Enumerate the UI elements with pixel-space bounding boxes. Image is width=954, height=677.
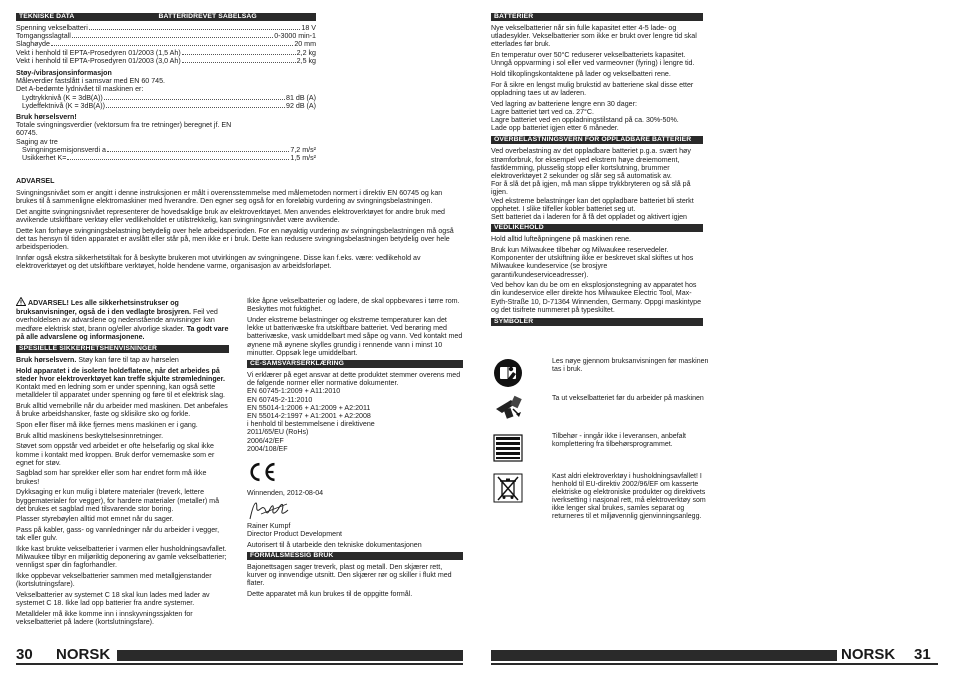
ce-norm: EN 60745-1:2009 + A11:2010	[247, 387, 341, 396]
ce-norms	[247, 387, 463, 420]
safety-p5: Bruk alltid maskinens beskyttelsesinnretninger.	[16, 431, 164, 440]
advarsel-title: ADVARSEL	[16, 177, 55, 185]
noise-row	[16, 94, 316, 102]
ce-date: Winnenden, 2012-08-04	[247, 489, 324, 498]
ce-intro: Vi erklærer på eget ansvar at dette produktet stemmer overens med de følgende normer eller normative dokumenter.	[247, 370, 461, 388]
vibration-row	[16, 154, 316, 162]
maintenance-p3: Ved behov kan du be om en eksplosjonstegning av apparatet hos din kundeservice eller direkte hos Milwaukee Electric Tool, Max-Eyth-Straße 10, D-71364 Winnenden, Germany. Oppgi maskintype og det tisifrete nummeret på typeskiltet.	[491, 281, 702, 314]
vibration-leader	[67, 159, 289, 160]
tech-data-row	[16, 32, 316, 40]
tech-data-label: Tomgangsslagtall	[16, 32, 71, 41]
battery-p1: Nye vekselbatterier når sin fulle kapasitet etter 4-5 lade- og utladesykler. Vekselbatterier som ikke er brukt over lengre tid skal etterlades før bruk.	[491, 24, 697, 49]
signer-role: Director Product Development	[247, 530, 343, 539]
tech-data-leader	[89, 29, 301, 30]
battery-p5: Ved lagring av batteriene lengre enn 30 dager: Lagre batteriet tørt ved ca. 27°C. Lagre batteriet ved en oppladningstilstand på ca. 30%-50%. Lade opp batteriet igjen etter 6 måneder.	[491, 99, 679, 133]
ce-directive: 2006/42/EF	[247, 436, 284, 445]
safety-p11: Ikke kast brukte vekselbatterier i varmen eller husholdningsavfallet. Milwaukee tilbyr en miljøriktig deponering av gamle vekselbatterier; vennligst spør din fagforhandler.	[16, 545, 227, 570]
ce-directives	[247, 428, 463, 453]
usage-header: FORMÅLSMESSIG BRUK	[247, 552, 463, 560]
warning-triangle-icon	[16, 297, 26, 308]
overload-p3: Ved ekstreme belastninger kan det oppladbare batteriet bli sterkt opphetet. I slike tilfeller kobler batteriet seg ut.	[491, 196, 694, 213]
battery-p3: Hold tilkoplingskontaktene på lader og vekselbatteri rene.	[491, 70, 671, 79]
tech-data-rows	[16, 24, 316, 65]
page-number-left: 30	[16, 646, 33, 663]
safety-p12: Ikke oppbevar vekselbatterier sammen med metallgjenstander (kortslutningsfare).	[16, 572, 212, 589]
tech-data-row	[16, 49, 316, 57]
tech-data-value: 0-3000 min-1	[274, 32, 316, 41]
advarsel-p1: Svingningsnivået som er angitt i denne instruksjonen er målt i overensstemmelse med målemetoden normert i direktiv EN 60745 og kan brukes til å sammenligne elektromaskiner med hverandre. Den egner seg også for en foreløbig vurdering av svingningsbelastningen.	[16, 189, 443, 206]
language-left: NORSK	[56, 646, 111, 663]
tech-data-label: Spenning vekselbatteri	[16, 24, 88, 32]
battery-p4: For å sikre en lengst mulig brukstid av batteriene skal disse etter oppladning taes ut av laderen.	[491, 80, 694, 97]
noise-row	[16, 102, 316, 110]
signature-icon	[247, 500, 463, 522]
tech-data-label: Vekt i henhold til EPTA-Prosedyren 01/2003 (1,5 Ah)	[16, 48, 181, 57]
left-column-1	[16, 297, 229, 629]
maintenance-p2: Bruk kun Milwaukee tilbehør og Milwaukee reservedeler. Komponenter der utskiftning ikke er beskrevet skal skiftes ut hos Milwaukee kundeservice (se brosjyre garanti/kundeserviceadresser).	[491, 245, 694, 279]
safety-p8: Dykksaging er kun mulig i bløtere materialer (treverk, lettere byggematerialer for vegger), for hardere materialer (metaller) må det brukes et sagblad med tilsvarende stor boring.	[16, 488, 220, 513]
language-right: NORSK	[841, 646, 896, 663]
tech-data-leader	[182, 62, 296, 63]
authorized-text: Autorisert til å utarbeide den tekniske dokumentasjonen	[247, 540, 422, 549]
tech-data-value: 18 V	[301, 24, 316, 32]
signer-name: Rainer Kumpf	[247, 521, 291, 530]
ce-norm: EN 55014-1:2006 + A1:2009 + A2:2011	[247, 403, 371, 412]
tech-data-leader	[182, 54, 296, 55]
symbols-header: SYMBOLER	[491, 318, 703, 326]
crossed-bin-icon	[493, 473, 523, 503]
ce-norm: EN 60745-2-11:2010	[247, 395, 313, 404]
footer-bar-right	[491, 650, 837, 661]
safety-p9: Plasser styrebøylen alltid mot emnet når du sager.	[16, 515, 174, 524]
noise-value: 92 dB (A)	[286, 101, 316, 110]
maintenance-p1: Hold alltid lufteåpningene på maskinen rene.	[491, 235, 631, 244]
safety-p7: Sagblad som har sprekker eller som har endret form må ikke brukes!	[16, 469, 207, 486]
noise-rows	[16, 94, 316, 110]
ce-directives-intro: i henhold til bestemmelsene i direktivene	[247, 420, 375, 429]
overload-p2: For å slå det på igjen, må man slippe trykkbryteren og så slå på igjen.	[491, 180, 691, 197]
footer-bar-left	[117, 650, 463, 661]
safety-p3: Bruk alltid vernebrille når du arbeider med maskinen. Det anbefales å bruke arbeidshansker, faste og sklisikre sko og forkle.	[16, 402, 228, 419]
accessory-icon	[493, 433, 523, 463]
safety-p13: Vekselbatterier av systemet C 18 skal kun lades med lader av systemet C 18. Ikke lad opp batterier fra andre systemer.	[16, 591, 210, 608]
vibration-row	[16, 146, 316, 154]
overload-p4: Sett batteriet da i laderen for å få det oppladet og aktivert igjen	[491, 213, 687, 222]
tech-data-row	[16, 24, 316, 32]
vibration-label: Usikkerhet K=	[22, 154, 67, 163]
ce-directive: 2004/108/EF	[247, 444, 288, 453]
noise-leader	[106, 107, 285, 108]
tech-data-label: Vekt i henhold til EPTA-Prosedyren 01/2003 (3,0 Ah)	[16, 56, 181, 65]
symbol-row-accessory	[493, 433, 713, 463]
vibration-leader	[107, 151, 289, 152]
tech-data-row	[16, 40, 316, 48]
safety-p4: Spon eller fliser må ikke fjernes mens maskinen er i gang.	[16, 420, 198, 429]
page-number-right: 31	[914, 646, 931, 663]
tech-data-section	[16, 13, 316, 162]
tech-data-header: TEKNISKE DATA BATTERIDREVET SABELSAG	[16, 13, 316, 21]
ce-header: CE-SAMSVARSERKLÆRING	[247, 360, 463, 368]
overload-header: OVERBELASTNINGSVERN FOR OPPLADBARE BATTERIER	[491, 136, 703, 144]
vibration-value: 7,2 m/s²	[290, 145, 316, 154]
vibration-label: Svingningsemisjonsverdi a	[22, 145, 106, 154]
vibration-sub: Saging av tre	[16, 137, 58, 146]
safety-p14: Metalldeler må ikke komme inn i innskyvningssjakten for vekselbatteriet på ladere (kortslutningsfare).	[16, 610, 193, 627]
symbol-text-manual: Les nøye gjennom bruksanvisningen før maskinen tas i bruk.	[552, 358, 709, 373]
usage-p1: Bajonettsagen sager treverk, plast og metall. Den skjærer rett, kurver og innvendige utsnitt. Den skjærer rør og skiller i flukt med flater.	[247, 562, 452, 588]
footer-rule-right	[491, 663, 938, 665]
overload-p1: Ved overbelastning av det oppladbare batteriet p.g.a. svært høy strømforbruk, for eksempel ved ekstrem høye dreiemoment, fastklemming, plusselig stopp eller kortslutning, brummer elektroverktøyet 2 sekunder og slår seg så automatisk av.	[491, 147, 691, 181]
noise-label: Lydeffektnivå (K = 3dB(A))	[22, 101, 105, 110]
right-column	[491, 13, 703, 329]
advarsel-p2: Det angitte svingningsnivået representerer de hovedsaklige bruk av elektroverktøyet. Men anvendes elektroverktøyet for andre bruk med avvikende utskiftbare verktøy eller vedlikeholdet er utilstrekkelig, kan svingningsnivået være avvikende.	[16, 208, 445, 225]
advarsel-section	[16, 177, 464, 273]
symbol-text-disposal: Kast aldri elektroverktøy i husholdningsavfallet! I henhold til EU-direktiv 2002/96/EF om kasserte elektriske og elektroniske produkter og direktivets iverksetting i nasjonal rett, må elektroverktøy som ikke lenger skal brukes, samles separat og returneres til et miljøvennlig gjenvinningsanlegg.	[552, 473, 706, 520]
symbol-text-battery: Ta ut vekselbatteriet før du arbeider på maskinen	[552, 395, 704, 402]
battery-header: BATTERIER	[491, 13, 703, 21]
battery-p2: En temperatur over 50°C reduserer vekselbatteriets kapasitet. Unngå oppvarming i sol eller ved varmeovner (fyring) i lengre tid.	[491, 51, 695, 68]
noise-value: 81 dB (A)	[286, 93, 316, 102]
tech-data-leader	[51, 45, 293, 46]
footer-rule-left	[16, 663, 463, 665]
safety-p1: Bruk hørselsvern. Støy kan føre til tap av hørselen	[16, 356, 179, 365]
right-page	[477, 0, 954, 677]
tech-data-row	[16, 57, 316, 65]
safety-p6: Støvet som oppstår ved arbeidet er ofte helsefarlig og skal ikke komme i kontakt med kroppen. Bruk derfor vernemaske som er egnet for støv.	[16, 442, 215, 467]
vibration-rows	[16, 146, 316, 162]
tech-data-label: Slaghøyde	[16, 40, 50, 49]
col2-p1: Ikke åpne vekselbatterier og ladere, de skal oppbevares i tørre rom. Beskyttes mot fuktighet.	[247, 297, 460, 314]
advarsel-p3: Dette kan forhøye svingningsbelastning betydelig over hele arbeidsperioden. For en nøyaktig vurdering av svingningsbelastningen må også det tas hensyn til tiden apparatet er avslått eller står på, men ikke er i bruk. Dette kan redusere svingningsbelastningen betydelig over hele arbeidsperioden.	[16, 227, 454, 252]
noise-leader	[104, 99, 285, 100]
vibration-value: 1,5 m/s²	[290, 154, 316, 163]
usage-p2: Dette apparatet må kun brukes til de oppgitte formål.	[247, 590, 413, 599]
vibration-intro: Totale svingningsverdier (vektorsum fra tre retninger) beregnet jf. EN 60745.	[16, 121, 232, 138]
noise-intro: Måleverdier fastslått i samsvar med EN 60 745.	[16, 77, 166, 86]
safety-p10: Pass på kabler, gass- og vannledninger når du arbeider i vegger, tak eller gulv.	[16, 526, 220, 543]
read-manual-icon	[493, 358, 523, 388]
ce-mark-icon	[247, 461, 463, 485]
safety-header: SPESIELLE SIKKERHETSHENVISNINGER	[16, 345, 229, 353]
noise-label: Lydtrykknivå (K = 3dB(A))	[22, 93, 103, 102]
ce-directive: 2011/65/EU (RoHs)	[247, 428, 309, 437]
symbol-row-battery	[493, 395, 713, 425]
noise-title: Støy-/vibrasjonsinformasjon	[16, 69, 112, 78]
tech-data-value: 2,2 kg	[296, 48, 316, 57]
left-column-2	[247, 297, 463, 601]
tech-data-value: 2,5 kg	[296, 56, 316, 65]
warning-box: ADVARSEL! Les alle sikkerhetsinstrukser og bruksanvisninger, også de i den vedlagte brosjyren. Feil ved overholdelsen av advarslene og nedenstående anvisninger kan medføre elektrisk støt, brann og/eller alvorlige skader. Ta godt vare på alle advarslene og informasjonene.	[16, 299, 229, 341]
ear-protection-title: Bruk hørselsvern!	[16, 113, 77, 122]
safety-p2: Hold apparatet i de isolerte holdeflatene, når det arbeides på steder hvor elektroverktøyet kan treffe skjulte strømledninger. Kontakt med en ledning som er under spenning, kan også sette metalldeler til apparatet under spenning og føre til et elektrisk slag.	[16, 366, 225, 400]
symbol-row-manual	[493, 358, 713, 388]
remove-battery-icon	[493, 395, 523, 425]
symbol-row-disposal	[493, 473, 713, 521]
tech-data-leader	[72, 37, 273, 38]
col2-p2: Under ekstreme belastninger og ekstreme temperaturer kan det lekke ut batterivæske fra utskiftbare batteriet. Ved berøring med batterivæske, vask umiddelbart med såpe og vann. Ved kontakt med øynene må øynene skylles grundig i rennende vann i minst 10 minutter. Oppsøk lege umiddelbart.	[247, 315, 463, 357]
noise-intro2: Det A-bedømte lydnivået til maskinen er:	[16, 85, 144, 94]
ce-norm: EN 55014-2:1997 + A1:2001 + A2:2008	[247, 411, 371, 420]
advarsel-p4: Innfør også ekstra sikkerhetstiltak for å beskytte brukeren mot utvirkingen av svingningene. Disse kan f.eks. være: vedlikehold av elektroverktøyet og det utskiftbare verktøyet, holde hendene varme, organisasjon av arbeidsforløpet.	[16, 254, 421, 271]
tech-data-value: 20 mm	[294, 40, 316, 49]
symbol-text-accessory: Tilbehør - inngår ikke i leveransen, anbefalt komplettering fra tilbehørsprogrammet.	[552, 433, 686, 448]
maintenance-header: VEDLIKEHOLD	[491, 224, 703, 232]
